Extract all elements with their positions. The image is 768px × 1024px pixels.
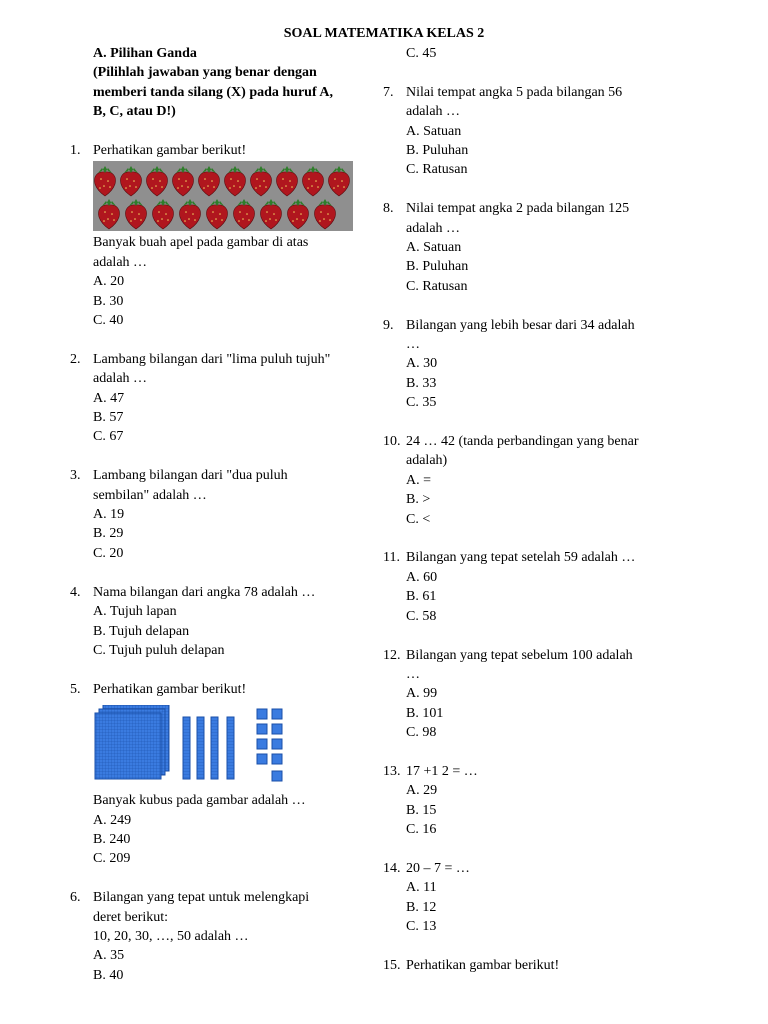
question-text: adalah) [406, 453, 448, 469]
section-header [70, 44, 370, 122]
strawberry-row-top [94, 166, 349, 196]
left-column [70, 44, 370, 985]
option-c[interactable]: C. 98 [406, 725, 437, 741]
option-a[interactable]: A. 19 [93, 507, 125, 523]
option-a[interactable]: A. 20 [93, 274, 125, 290]
question-text: 24 … 42 (tanda perbandingan yang benar [406, 434, 639, 450]
option-b[interactable]: B. 61 [406, 589, 437, 605]
option-b[interactable]: B. > [406, 492, 431, 508]
question-13 [383, 762, 673, 840]
question-text: Nama bilangan dari angka 78 adalah … [93, 584, 316, 600]
option-b[interactable]: B. Puluhan [406, 143, 469, 159]
question-number: 4. [70, 584, 81, 600]
question-7 [383, 83, 673, 180]
question-text: Nilai tempat angka 5 pada bilangan 56 [406, 84, 623, 100]
question-5 [70, 680, 370, 869]
unit-cubes [257, 709, 282, 781]
question-text: Banyak buah apel pada gambar di atas [93, 235, 309, 251]
tens-rods [183, 717, 234, 779]
question-number: 7. [383, 84, 394, 100]
option-a[interactable]: A. Tujuh lapan [93, 604, 177, 620]
option-c[interactable]: C. 209 [93, 851, 131, 867]
option-b[interactable]: B. 240 [93, 831, 131, 847]
question-1 [70, 141, 370, 330]
question-8 [383, 199, 673, 296]
question-9 [383, 316, 673, 413]
question-6-continued [383, 44, 673, 63]
question-number: 13. [383, 763, 401, 779]
question-text: Bilangan yang lebih besar dari 34 adalah [406, 317, 635, 333]
option-c[interactable]: C. 40 [93, 313, 124, 329]
question-11 [383, 548, 673, 626]
option-c[interactable]: C. 13 [406, 919, 437, 935]
option-c[interactable]: C. Ratusan [406, 278, 468, 294]
option-c[interactable]: C. 67 [93, 429, 124, 445]
strawberry-row-bottom [98, 199, 335, 229]
question-number: 15. [383, 957, 401, 973]
option-b[interactable]: B. Puluhan [406, 259, 469, 275]
question-number: 8. [383, 201, 394, 217]
question-text: sembilan" adalah … [93, 487, 207, 503]
question-text: adalah … [406, 220, 461, 236]
option-a[interactable]: A. 99 [406, 686, 438, 702]
question-2 [70, 350, 370, 447]
question-number: 6. [70, 890, 81, 906]
question-number: 14. [383, 860, 401, 876]
strawberry-picture [93, 161, 353, 231]
question-number: 10. [383, 434, 401, 450]
option-b[interactable]: B. 15 [406, 802, 437, 818]
option-a[interactable]: A. 35 [93, 948, 125, 964]
option-a[interactable]: A. = [406, 472, 432, 488]
question-6 [70, 888, 370, 985]
option-c[interactable]: C. 58 [406, 608, 437, 624]
question-text: 10, 20, 30, …, 50 adalah … [93, 928, 249, 944]
question-12 [383, 646, 673, 743]
right-column [383, 44, 673, 975]
question-text: Nilai tempat angka 2 pada bilangan 125 [406, 201, 630, 217]
section-heading: A. Pilihan Ganda [93, 46, 197, 61]
question-text: … [406, 666, 420, 682]
option-b[interactable]: B. 30 [93, 293, 124, 309]
instruction-line: memberi tanda silang (X) pada huruf A, [93, 84, 333, 100]
option-c[interactable]: C. 20 [93, 545, 124, 561]
question-text: adalah … [93, 371, 148, 387]
page-title: SOAL MATEMATIKA KELAS 2 [283, 26, 485, 41]
question-number: 2. [70, 351, 81, 367]
question-3 [70, 466, 370, 563]
question-number: 3. [70, 468, 81, 484]
question-text: Banyak kubus pada gambar adalah … [93, 793, 306, 809]
question-text: Lambang bilangan dari "lima puluh tujuh" [93, 351, 331, 367]
question-text: deret berikut: [93, 909, 169, 925]
option-b[interactable]: B. 40 [93, 967, 124, 983]
question-text: Bilangan yang tepat setelah 59 adalah … [406, 550, 636, 566]
option-c[interactable]: C. Tujuh puluh delapan [93, 642, 225, 658]
option-a[interactable]: A. 249 [93, 812, 132, 828]
question-15 [383, 956, 673, 975]
question-14 [383, 859, 673, 937]
question-text: Perhatikan gambar berikut! [406, 957, 560, 973]
question-text: 17 +1 2 = … [406, 763, 478, 779]
option-a[interactable]: A. 30 [406, 356, 438, 372]
instruction-line: B, C, atau D!) [93, 104, 176, 120]
question-text: Perhatikan gambar berikut! [93, 681, 247, 697]
question-number: 12. [383, 647, 401, 663]
option-a[interactable]: A. 60 [406, 569, 438, 585]
option-c[interactable]: C. Ratusan [406, 162, 468, 178]
option-b[interactable]: B. 33 [406, 375, 437, 391]
hundreds-flats [95, 705, 169, 779]
question-number: 11. [383, 550, 400, 566]
question-number: 1. [70, 143, 81, 159]
option-b[interactable]: B. 101 [406, 705, 444, 721]
question-number: 5. [70, 681, 81, 697]
option-a[interactable]: A. 11 [406, 880, 437, 896]
option-b[interactable]: B. 12 [406, 899, 437, 915]
option-a[interactable]: A. Satuan [406, 240, 462, 256]
question-text: Lambang bilangan dari "dua puluh [93, 468, 288, 484]
option-b[interactable]: B. Tujuh delapan [93, 623, 190, 639]
option-a[interactable]: A. 47 [93, 390, 125, 406]
option-c[interactable]: C. 35 [406, 395, 437, 411]
question-4 [70, 583, 370, 661]
option-c[interactable]: C. 45 [406, 46, 437, 61]
question-10 [383, 432, 673, 529]
option-a[interactable]: A. 29 [406, 783, 438, 799]
question-text: Bilangan yang tepat untuk melengkapi [93, 890, 310, 906]
option-a[interactable]: A. Satuan [406, 123, 462, 139]
base-ten-blocks-picture [93, 705, 293, 785]
instruction-line: (Pilihlah jawaban yang benar dengan [93, 65, 317, 81]
question-text: adalah … [406, 104, 461, 120]
option-c[interactable]: C. < [406, 511, 431, 527]
question-text: Bilangan yang tepat sebelum 100 adalah [406, 647, 633, 663]
question-number: 9. [383, 317, 394, 333]
question-text: Perhatikan gambar berikut! [93, 143, 247, 159]
option-c[interactable]: C. 16 [406, 822, 437, 838]
question-text: … [406, 337, 420, 353]
option-b[interactable]: B. 29 [93, 526, 124, 542]
question-text: adalah … [93, 254, 148, 270]
question-text: 20 – 7 = … [406, 860, 470, 876]
option-b[interactable]: B. 57 [93, 410, 124, 426]
